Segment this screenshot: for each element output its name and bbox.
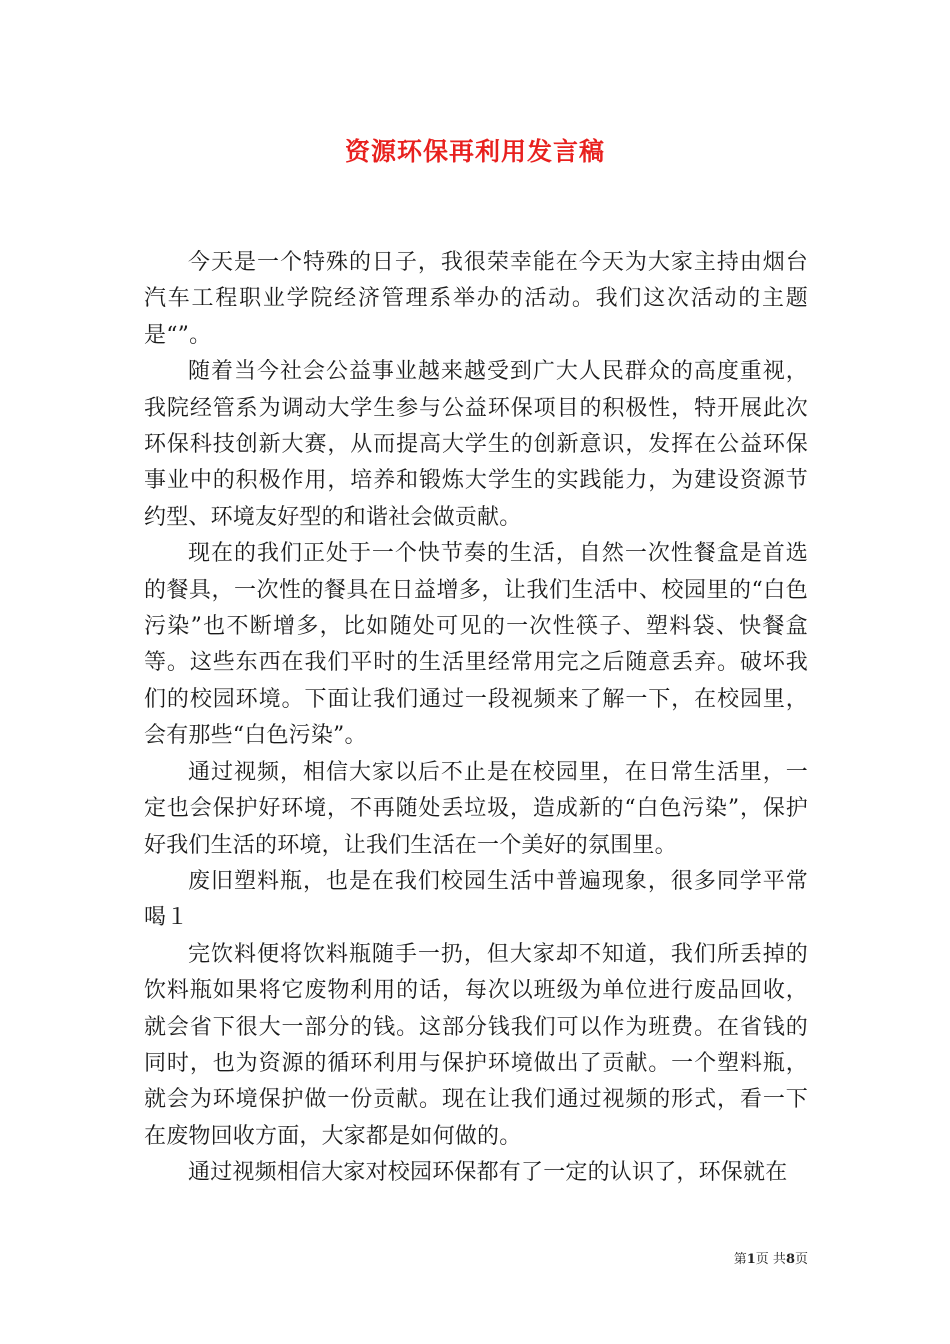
paragraph-6: 完饮料便将饮料瓶随手一扔，但大家却不知道，我们所丢掉的饮料瓶如果将它废物利用的话，每次以班级为单位进行废品回收，就会省下很大一部分的钱。这部分钱我们可以作为班费。在省钱的同时，也为资源的循环利用与保护环境做出了贡献。一个塑料瓶，就会为环境保护做一份贡献。现在让我们通过视频的形式，看一下在废物回收方面，大家都是如何做的。	[144, 941, 808, 1149]
footer-middle: 页 共	[755, 1252, 786, 1267]
paragraph-2: 随着当今社会公益事业越来越受到广大人民群众的高度重视，我院经管系为调动大学生参与公益环保项目的积极性，特开展此次环保科技创新大赛，从而提高大学生的创新意识，发挥在公益环保事业中的积极作用，培养和锻炼大学生的实践能力，为建设资源节约型、环境友好型的和谐社会做贡献。	[144, 359, 808, 530]
document-title: 资源环保再利用发言稿	[344, 137, 605, 166]
document-body	[144, 245, 808, 1192]
paragraph-7: 通过视频相信大家对校园环保都有了一定的认识了，环保就在	[188, 1160, 788, 1186]
current-page-number: 1	[746, 1252, 756, 1267]
footer-prefix: 第	[733, 1252, 747, 1267]
paragraph-3: 现在的我们正处于一个快节奏的生活，自然一次性餐盒是首选的餐具，一次性的餐具在日益增多，让我们生活中、校园里的“白色污染”也不断增多，比如随处可见的一次性筷子、塑料袋、快餐盒等。这些东西在我们平时的生活里经常用完之后随意丢弃。破坏我们的校园环境。下面让我们通过一段视频来了解一下，在校园里，会有那些“白色污染”。	[144, 541, 808, 749]
paragraph-4: 通过视频，相信大家以后不止是在校园里，在日常生活里，一定也会保护好环境，不再随处丢垃圾，造成新的“白色污染”，保护好我们生活的环境，让我们生活在一个美好的氛围里。	[144, 759, 808, 858]
total-pages-number: 8	[785, 1252, 795, 1267]
page-number-footer	[734, 1248, 808, 1267]
footer-suffix: 页	[794, 1252, 808, 1267]
paragraph-1: 今天是一个特殊的日子，我很荣幸能在今天为大家主持由烟台汽车工程职业学院经济管理系举办的活动。我们这次活动的主题是“”。	[144, 250, 808, 348]
paragraph-5: 废旧塑料瓶，也是在我们校园生活中普遍现象，很多同学平常喝１	[144, 868, 808, 931]
